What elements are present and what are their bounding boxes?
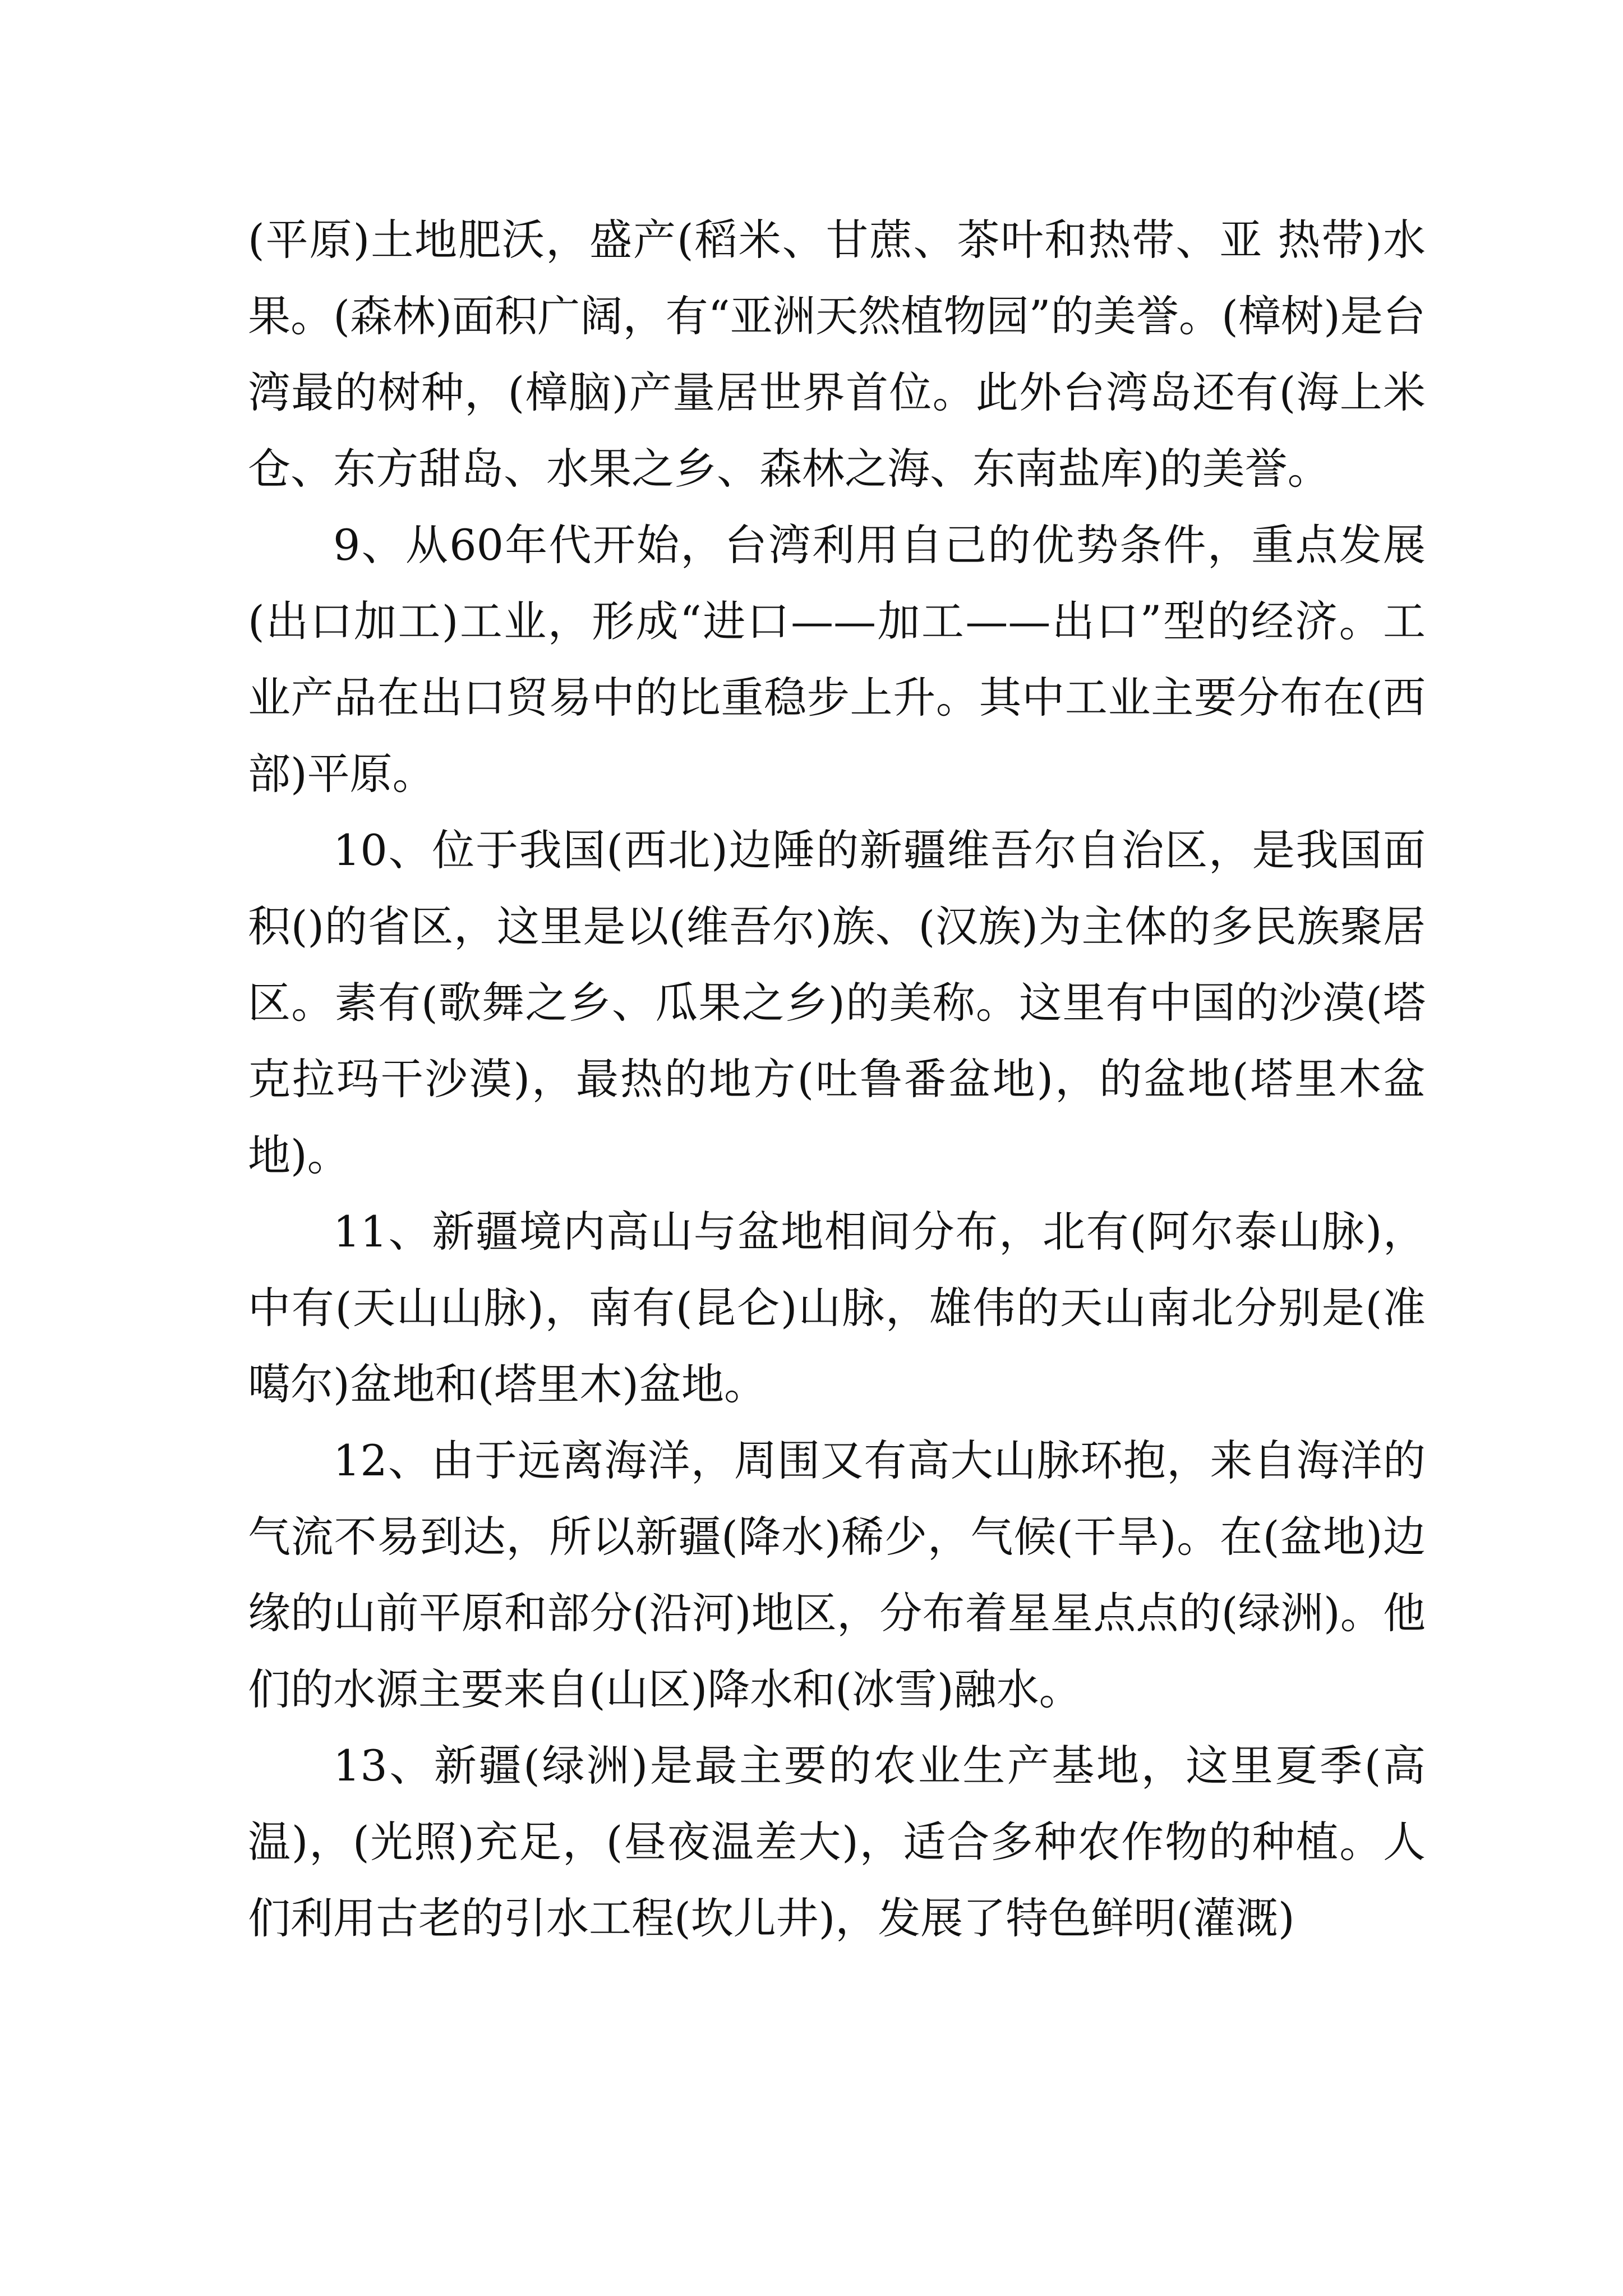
document-body [248,202,1426,1957]
paragraph-9: 9、从60年代开始，台湾利用自己的优势条件，重点发展(出口加工)工业，形成“进口——加工——出口”型的经济。工业产品在出口贸易中的比重稳步上升。其中工业主要分布在(西部)平原。 [248,520,1426,799]
paragraph-plains-taiwan: (平原)土地肥沃，盛产(稻米、甘蔗、茶叶和热带、亚 热带)水果。(森林)面积广阔，有“亚洲天然植物园”的美誉。(樟树)是台湾最的树种，(樟脑)产量居世界首位。此外台湾岛还有(海上米仓、东方甜岛、水果之乡、森林之海、东南盐库)的美誉。 [248,215,1426,494]
paragraph-13: 13、新疆(绿洲)是最主要的农业生产基地，这里夏季(高温)，(光照)充足，(昼夜温差大)，适合多种农作物的种植。人们利用古老的引水工程(坎儿井)，发展了特色鲜明(灌溉) [248,1741,1426,1943]
paragraph-10: 10、位于我国(西北)边陲的新疆维吾尔自治区，是我国面积()的省区，这里是以(维吾尔)族、(汉族)为主体的多民族聚居区。素有(歌舞之乡、瓜果之乡)的美称。这里有中国的沙漠(塔克拉玛干沙漠)，最热的地方(吐鲁番盆地)，的盆地(塔里木盆地)。 [248,825,1426,1180]
paragraph-11: 11、新疆境内高山与盆地相间分布，北有(阿尔泰山脉)，中有(天山山脉)，南有(昆仑)山脉，雄伟的天山南北分别是(准噶尔)盆地和(塔里木)盆地。 [248,1207,1426,1409]
paragraph-12: 12、由于远离海洋，周围又有高大山脉环抱，来自海洋的气流不易到达，所以新疆(降水)稀少，气候(干旱)。在(盆地)边缘的山前平原和部分(沿河)地区，分布着星星点点的(绿洲)。他们的水源主要来自(山区)降水和(冰雪)融水。 [248,1435,1426,1714]
